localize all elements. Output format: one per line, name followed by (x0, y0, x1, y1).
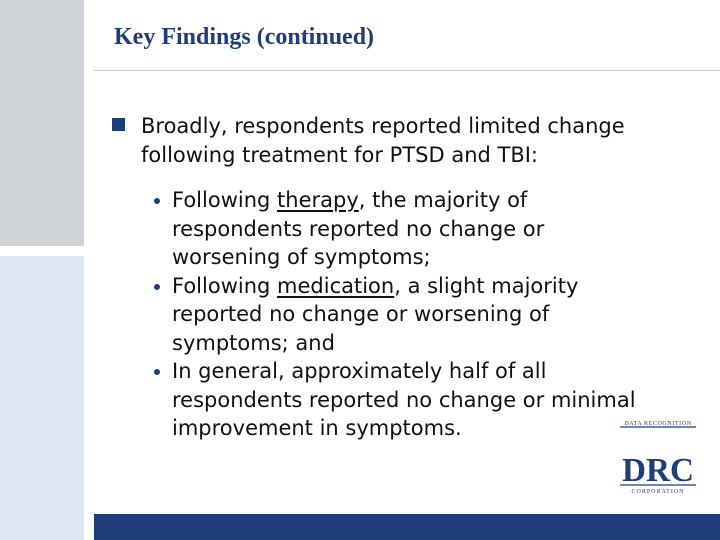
sub-bullet-text: , a slight majority reported no change or worsening of symptoms; and (172, 273, 579, 355)
logo-bottom-text: CORPORATION (631, 489, 685, 495)
sub-bullet-text: In general, approximately half of all respondents reported no change or minimal improvement in symptoms. (172, 359, 636, 440)
sub-bullet-emphasis: therapy (277, 188, 359, 212)
sidebar-blue-block (0, 256, 84, 540)
main-bullet (112, 112, 720, 170)
slide-title: Key Findings (continued) (114, 24, 375, 50)
bullet-dot-icon (154, 369, 160, 375)
main-bullet-text: Broadly, respondents reported limited change following treatment for PTSD and TBI: (141, 114, 625, 167)
sub-bullet-text: Following (172, 273, 278, 298)
drc-logo (614, 417, 696, 497)
list-item (152, 272, 642, 358)
sub-bullet-text: , the majority of respondents reported no change or worsening of symptoms; (172, 188, 545, 269)
sub-bullet-list (152, 186, 642, 443)
sub-bullet-emphasis: medication (277, 273, 395, 298)
sub-bullet-text: Following (172, 188, 278, 212)
bullet-dot-icon (154, 284, 160, 290)
list-item (152, 357, 642, 443)
bullet-dot-icon (154, 198, 160, 204)
list-item (152, 186, 642, 272)
sidebar-gray-block (0, 0, 84, 246)
logo-top-text: DATA RECOGNITION (624, 421, 692, 427)
footer-bar (94, 514, 720, 540)
square-bullet-icon (112, 118, 125, 131)
logo-mark: DRC (622, 452, 694, 489)
title-divider (94, 70, 720, 71)
